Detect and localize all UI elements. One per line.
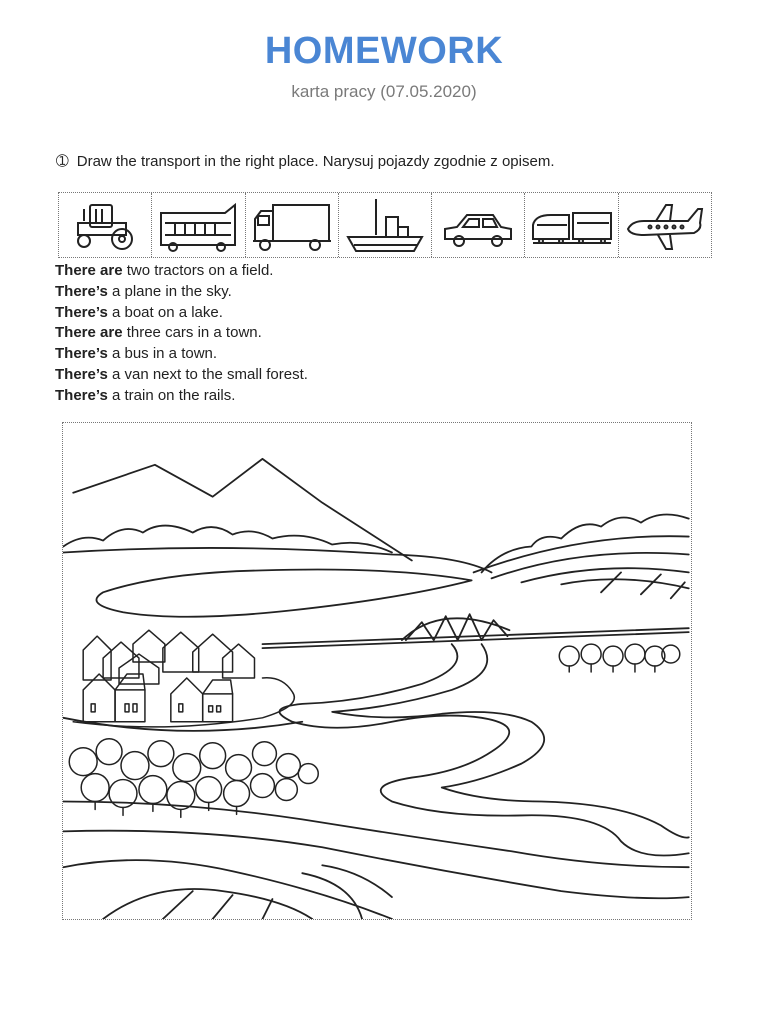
page-subtitle: karta pracy (07.05.2020) <box>291 82 477 101</box>
vehicle-cell-van <box>246 193 339 257</box>
vehicle-cell-train <box>525 193 618 257</box>
sentence: There are two tractors on a field. <box>55 262 274 279</box>
river <box>280 644 689 855</box>
vehicle-cell-car <box>432 193 525 257</box>
task-instruction <box>56 152 555 170</box>
vehicle-cell-tractor <box>59 193 152 257</box>
tractor-icon <box>62 195 148 255</box>
bus-icon <box>155 195 241 255</box>
sentence: There’s a van next to the small forest. <box>55 365 308 383</box>
orchard <box>69 739 318 818</box>
sentence: There’s a boat on a lake. <box>55 303 223 321</box>
task-text: Draw the transport in the right place. Narysuj pojazdy zgodnie z opisem. <box>76 153 555 170</box>
sentence-list <box>55 261 308 407</box>
sentence: There’s a train on the rails. <box>55 386 236 404</box>
town <box>73 630 294 727</box>
boat-icon <box>342 195 428 255</box>
lake <box>96 570 471 617</box>
truck-icon <box>249 195 335 255</box>
vehicle-strip <box>58 192 712 258</box>
task-number: ➀ <box>56 153 69 170</box>
right-hill <box>474 536 689 572</box>
sentence: There’s a bus in a town. <box>55 345 218 363</box>
vehicle-cell-bus <box>152 193 245 257</box>
car-icon <box>435 195 521 255</box>
landscape-illustration <box>63 423 691 919</box>
small-forest <box>559 644 680 672</box>
vehicle-cell-boat <box>339 193 432 257</box>
page-title: HOMEWORK <box>264 30 504 72</box>
sentence: There’s a plane in the sky. <box>55 282 232 300</box>
plane-icon <box>622 195 708 255</box>
landscape-drawing <box>62 422 692 920</box>
mountains <box>73 459 412 561</box>
sentence: There are three cars in a town. <box>55 324 262 342</box>
vehicle-cell-plane <box>619 193 711 257</box>
train-icon <box>529 195 615 255</box>
